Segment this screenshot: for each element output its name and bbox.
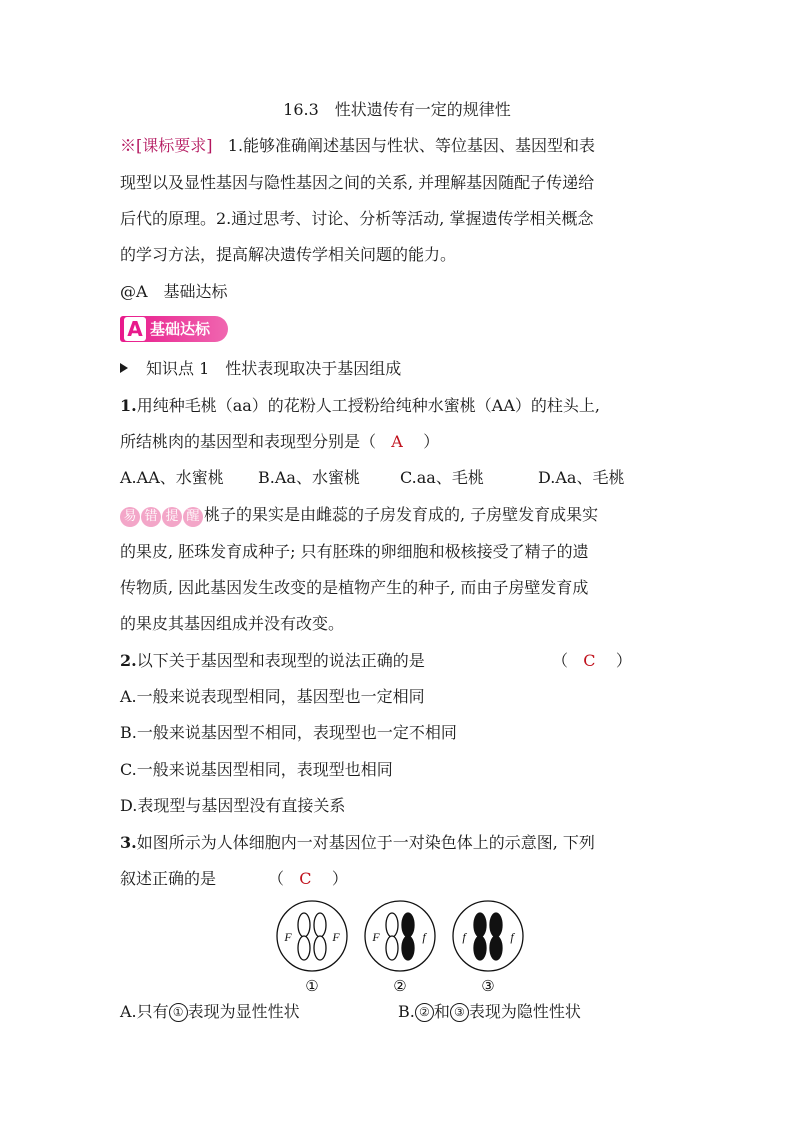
warning-line-2: 的果皮, 胚珠发育成种子; 只有胚珠的卵细胞和极核接受了精子的遗 bbox=[120, 542, 589, 561]
q3-stem-line-1 bbox=[120, 831, 680, 855]
q3-option-a-circle-1: ① bbox=[169, 1003, 188, 1022]
cell-3-left-gene: f bbox=[462, 930, 466, 944]
cell-2-right-gene: f bbox=[422, 930, 426, 944]
cell-1-left-chromosome-lower-arm bbox=[298, 936, 310, 960]
cell-1-right-gene: F bbox=[332, 930, 340, 944]
cell-1-left-chromosome-upper-arm bbox=[298, 913, 310, 937]
q2-answer: C bbox=[583, 651, 596, 670]
requirements-line-3: 后代的原理。2.通过思考、讨论、分析等活动, 掌握遗传学相关概念 bbox=[120, 209, 594, 228]
requirements-text: 1.能够准确阐述基因与性状、等位基因、基因型和表 bbox=[227, 136, 596, 155]
cell-3-left-chromosome-lower-arm bbox=[474, 936, 486, 960]
knowledge-point-label: 知识点 1 性状表现取决于基因组成 bbox=[146, 359, 402, 378]
cell-2-left-gene: F bbox=[372, 930, 380, 944]
warning-text-1: 桃子的果实是由雌蕊的子房发育成的, 子房壁发育成果实 bbox=[204, 505, 599, 524]
q3-option-a bbox=[120, 1000, 300, 1024]
q1-stem-text-2: 所结桃肉的基因型和表现型分别是（ bbox=[120, 432, 377, 451]
cell-2-label: ② bbox=[393, 979, 407, 994]
cell-2-left-chromosome-lower-arm bbox=[386, 936, 398, 960]
cell-1-label: ① bbox=[305, 979, 319, 994]
cell-1-right-chromosome-lower-arm bbox=[314, 936, 326, 960]
knowledge-point-heading bbox=[120, 357, 680, 381]
q2-option-a: A.一般来说表现型相同，基因型也一定相同 bbox=[120, 687, 425, 706]
cell-3-left-chromosome-upper-arm bbox=[474, 913, 486, 937]
q3-stem-text-2: 叙述正确的是 bbox=[120, 869, 217, 888]
q3-answer: C bbox=[299, 869, 312, 888]
q3-stem-text: 如图所示为人体细胞内一对基因位于一对染色体上的示意图, 下列 bbox=[136, 833, 595, 852]
cell-3-right-chromosome-upper-arm bbox=[490, 913, 502, 937]
q3-option-b-circle-2: ② bbox=[415, 1003, 434, 1022]
q2-option-c: C.一般来说基因型相同，表现型也相同 bbox=[120, 760, 393, 779]
q1-answer: A bbox=[391, 432, 403, 451]
cell-3-label: ③ bbox=[481, 979, 495, 994]
cell-2-right-chromosome-upper-arm bbox=[402, 913, 414, 937]
cell-2 bbox=[365, 901, 435, 994]
q3-open-paren: （ bbox=[268, 869, 285, 888]
banner-text: 基础达标 bbox=[150, 320, 211, 338]
q3-option-a-prefix: A.只有 bbox=[120, 1002, 169, 1021]
q3-option-b-and: 和 bbox=[433, 1002, 450, 1021]
requirements-line-1 bbox=[120, 134, 680, 158]
warning-line-4: 的果皮其基因组成并没有改变。 bbox=[120, 614, 345, 633]
q2-stem-text: 以下关于基因型和表现型的说法正确的是 bbox=[136, 651, 425, 670]
q2-stem bbox=[120, 649, 680, 673]
q3-stem-line-2 bbox=[120, 867, 680, 891]
cells-group bbox=[277, 901, 523, 994]
requirements-line-2: 现型以及显性基因与隐性基因之间的关系, 并理解基因随配子传递给 bbox=[120, 173, 595, 192]
q2-number: 2. bbox=[120, 651, 137, 670]
q3-close-paren: ） bbox=[331, 869, 348, 888]
warning-chip-4: 醒 bbox=[183, 507, 203, 527]
q3-number: 3. bbox=[120, 833, 137, 852]
chromosome-figure bbox=[270, 898, 530, 994]
q1-number: 1. bbox=[120, 396, 137, 415]
warning-line-3: 传物质, 因此基因发生改变的是植物产生的种子, 而由子房壁发育成 bbox=[120, 578, 589, 597]
q1-option-a: A.AA、水蜜桃 bbox=[120, 468, 224, 487]
q3-option-b-prefix: B. bbox=[398, 1002, 415, 1021]
q2-option-d: D.表现型与基因型没有直接关系 bbox=[120, 796, 346, 815]
cell-2-left-chromosome-upper-arm bbox=[386, 913, 398, 937]
warning-chip-3: 提 bbox=[162, 507, 182, 527]
q1-stem-line-2 bbox=[120, 430, 680, 454]
cell-3-right-gene: f bbox=[510, 930, 514, 944]
warning-chip-1: 易 bbox=[120, 507, 140, 527]
q3-option-a-suffix: 表现为显性性状 bbox=[187, 1002, 300, 1021]
cell-1 bbox=[277, 901, 347, 994]
q2-answer-group bbox=[552, 649, 632, 673]
q1-stem-text: 用纯种毛桃（aa）的花粉人工授粉给纯种水蜜桃（AA）的柱头上, bbox=[136, 396, 600, 415]
q1-option-b: B.Aa、水蜜桃 bbox=[258, 468, 360, 487]
triangle-bullet-icon bbox=[120, 363, 128, 373]
cell-1-left-gene: F bbox=[284, 930, 292, 944]
q1-close-paren: ） bbox=[423, 432, 440, 451]
page-title: 16.3 性状遗传有一定的规律性 bbox=[283, 100, 511, 119]
q2-open-paren: （ bbox=[552, 651, 569, 670]
cell-1-right-chromosome-upper-arm bbox=[314, 913, 326, 937]
cell-3 bbox=[453, 901, 523, 994]
q1-option-d: D.Aa、毛桃 bbox=[538, 468, 625, 487]
banner-letter-icon: A bbox=[124, 317, 146, 341]
section-marker: @A 基础达标 bbox=[120, 282, 228, 301]
q3-option-b-circle-3: ③ bbox=[450, 1003, 469, 1022]
cell-3-right-chromosome-lower-arm bbox=[490, 936, 502, 960]
section-banner bbox=[120, 316, 228, 342]
q1-stem-line-1 bbox=[120, 394, 680, 418]
cell-2-right-chromosome-lower-arm bbox=[402, 936, 414, 960]
q1-option-c: C.aa、毛桃 bbox=[400, 468, 484, 487]
q2-close-paren: ） bbox=[615, 651, 632, 670]
q3-option-b bbox=[398, 1000, 581, 1024]
q2-option-b: B.一般来说基因型不相同，表现型也一定不相同 bbox=[120, 723, 457, 742]
q3-answer-group bbox=[268, 867, 348, 891]
requirements-line-4: 的学习方法，提高解决遗传学相关问题的能力。 bbox=[120, 245, 457, 264]
warning-line-1 bbox=[120, 503, 680, 527]
requirements-tag: ※[课标要求] bbox=[120, 136, 213, 155]
warning-chip-2: 错 bbox=[141, 507, 161, 527]
q3-option-b-suffix: 表现为隐性性状 bbox=[468, 1002, 581, 1021]
